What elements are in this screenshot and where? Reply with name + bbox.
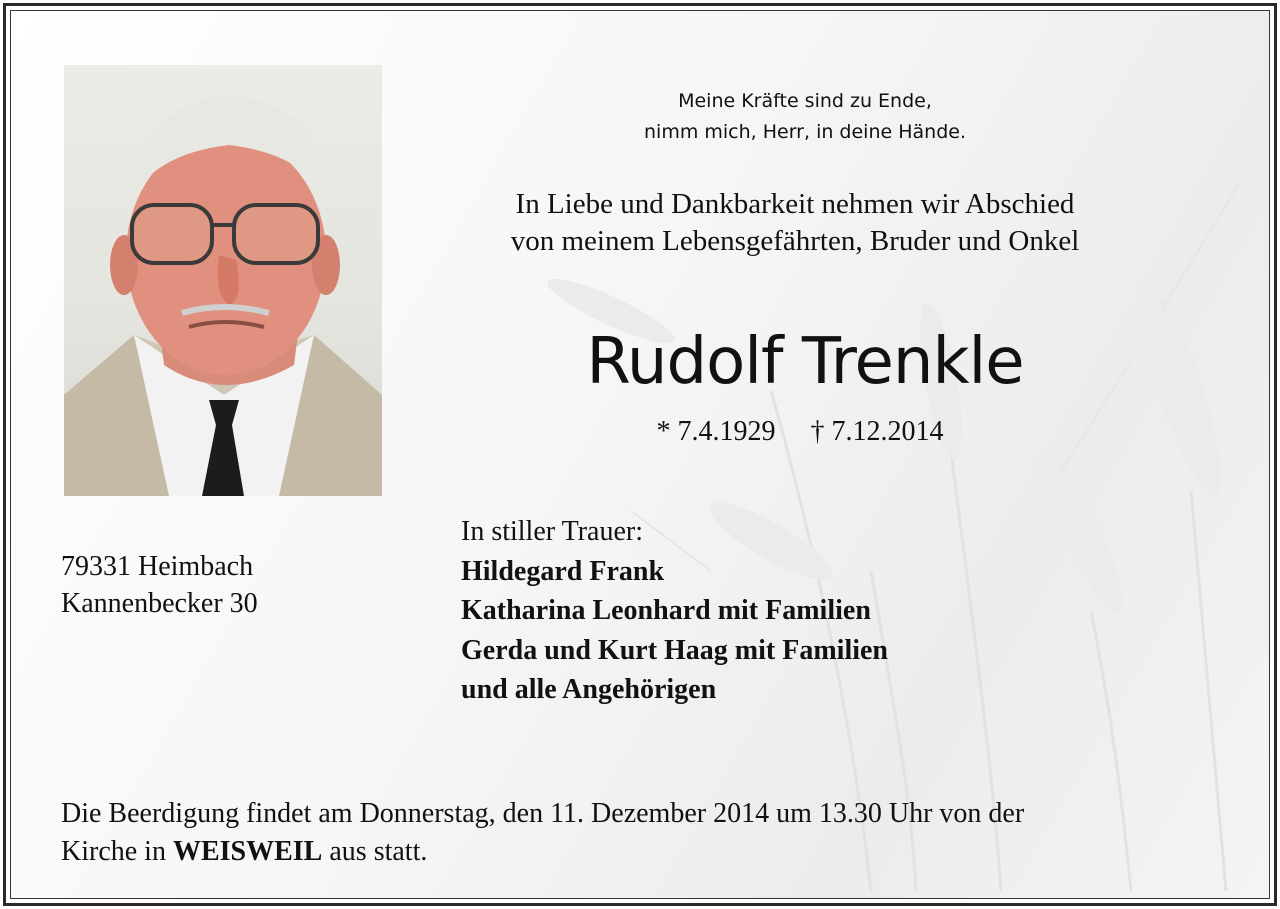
life-dates: [520, 412, 1080, 452]
mourners-heading: In stiller Trauer:: [461, 516, 643, 547]
mourner-name: Katharina Leonhard mit Familien: [461, 595, 871, 626]
birth-date: * 7.4.1929: [656, 416, 776, 447]
funeral-prefix: Kirche in: [61, 836, 166, 867]
intro-line: von meinem Lebensgefährten, Bruder und Onkel: [510, 225, 1080, 257]
funeral-line: Die Beerdigung findet am Donnerstag, den 11. Dezember 2014 um 13.30 Uhr von der: [61, 798, 1025, 829]
funeral-place: WEISWEIL: [172, 836, 323, 867]
portrait-photo: [64, 65, 382, 496]
death-date: † 7.12.2014: [810, 416, 944, 447]
verse-line: nimm mich, Herr, in deine Hände.: [644, 121, 966, 143]
intro-line: In Liebe und Dankbarkeit nehmen wir Abschied: [515, 188, 1075, 220]
verse: [460, 86, 1150, 148]
mourner-name: und alle Angehörigen: [461, 674, 717, 705]
deceased-name: Rudolf Trenkle: [586, 325, 1024, 399]
mourner-name: Hildegard Frank: [461, 555, 665, 587]
portrait-illustration: [64, 65, 382, 496]
funeral-suffix: aus statt.: [329, 836, 428, 867]
address-line: Kannenbecker 30: [61, 588, 258, 619]
mourners-list: [461, 512, 888, 710]
address: [61, 548, 258, 622]
verse-line: Meine Kräfte sind zu Ende,: [678, 90, 932, 112]
funeral-line-2: [61, 833, 1231, 871]
farewell-intro: [440, 186, 1150, 260]
address-line: 79331 Heimbach: [61, 551, 254, 582]
funeral-notice: [61, 795, 1231, 871]
mourner-name: Gerda und Kurt Haag mit Familien: [461, 634, 888, 666]
